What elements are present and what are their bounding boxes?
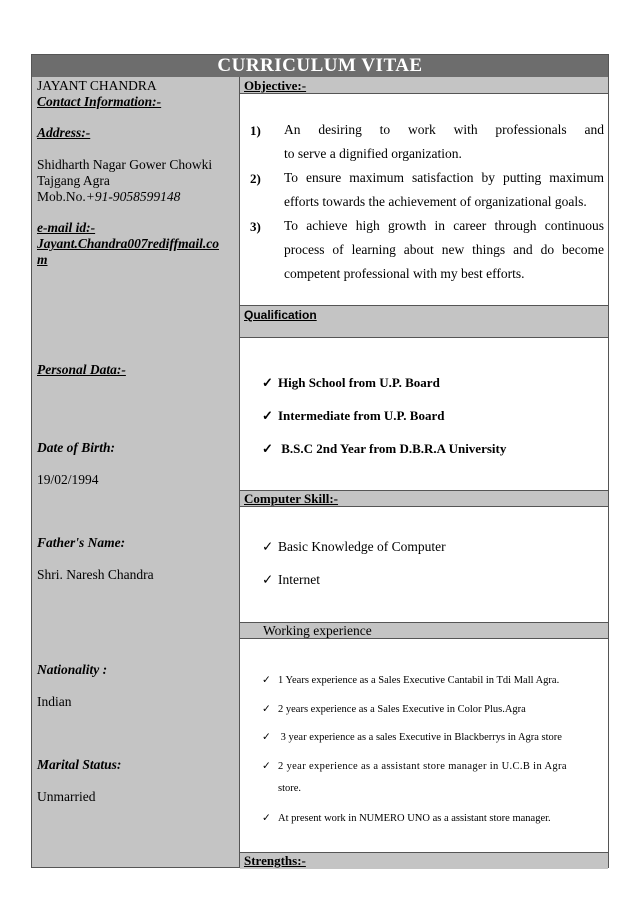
checkmark-icon: ✓: [262, 441, 273, 456]
work-item: ✓ 1 Years experience as a Sales Executive Cantabil in Tdi Mall Agra.: [262, 675, 560, 686]
personal-data-label: Personal Data:-: [37, 362, 126, 377]
work-item-continuation: store.: [278, 783, 302, 794]
dob-label: Date of Birth:: [37, 440, 116, 455]
dob-value: 19/02/1994: [37, 472, 99, 487]
checkmark-icon: ✓: [262, 761, 271, 772]
work-item: ✓ At present work in NUMERO UNO as a assistant store manager.: [262, 813, 551, 824]
checkmark-icon: ✓: [262, 675, 271, 686]
address-line2: Tajgang Agra: [37, 173, 110, 188]
strengths-band: [240, 852, 608, 869]
marital-label: Marital Status:: [37, 757, 122, 772]
nationality-value: Indian: [37, 694, 72, 709]
cv-title: CURRICULUM VITAE: [32, 55, 608, 78]
mobile-number: Mob.No.+91-9058599148: [37, 189, 181, 204]
objective-item: An desiring to work with professionals and to serve a dignified organization.: [284, 122, 604, 161]
left-column: [32, 77, 240, 867]
email-line2: m: [37, 252, 48, 267]
checkmark-icon: ✓: [262, 375, 273, 390]
checkmark-icon: ✓: [262, 732, 271, 743]
address-line1: Shidharth Nagar Gower Chowki: [37, 157, 213, 172]
contact-label: Contact Information:-: [37, 94, 162, 109]
qualification-item: ✓ Intermediate from U.P. Board: [262, 408, 445, 423]
objective-band: [240, 77, 608, 94]
nationality-label: Nationality :: [37, 662, 108, 677]
address-label: Address:-: [37, 125, 91, 140]
qualification-item: ✓ High School from U.P. Board: [262, 375, 440, 390]
email-line1: Jayant.Chandra007rediffmail.co: [37, 236, 220, 251]
checkmark-icon: ✓: [262, 572, 274, 587]
work-item: ✓ 2 years experience as a Sales Executive in Color Plus.Agra: [262, 704, 526, 715]
objective-label: Objective:-: [244, 78, 307, 93]
email-label: e-mail id:-: [37, 220, 96, 235]
work-item: ✓ 3 year experience as a sales Executive in Blackberrys in Agra store: [262, 732, 562, 743]
computer-skill-band: [240, 490, 608, 507]
strengths-label: Strengths:-: [244, 853, 306, 868]
qualification-label: Qualification: [244, 308, 317, 322]
work-experience-label: Working experience: [263, 623, 372, 638]
work-item: ✓ 2 year experience as a assistant store manager in U.C.B in Agra: [262, 761, 567, 772]
objective-item: To achieve high growth in career through continuous process of learning about new things and do become competent professional with my best efforts.: [284, 218, 604, 281]
qualification-item: ✓ B.S.C 2nd Year from D.B.R.A University: [262, 441, 507, 456]
checkmark-icon: ✓: [262, 408, 273, 423]
qualification-band: [240, 305, 608, 338]
computer-skill-item: ✓ Basic Knowledge of Computer: [262, 539, 446, 554]
objective-item: To ensure maximum satisfaction by putting maximum efforts towards the achievement of organizational goals.: [284, 170, 604, 209]
candidate-name: JAYANT CHANDRA: [37, 78, 157, 93]
objective-number: 1): [250, 123, 261, 138]
father-value: Shri. Naresh Chandra: [37, 567, 154, 582]
checkmark-icon: ✓: [262, 539, 274, 554]
objective-number: 3): [250, 219, 261, 234]
marital-value: Unmarried: [37, 789, 96, 804]
checkmark-icon: ✓: [262, 813, 271, 824]
computer-skill-label: Computer Skill:-: [244, 491, 339, 506]
work-experience-band: [240, 622, 608, 639]
computer-skill-item: ✓ Internet: [262, 572, 320, 587]
right-column: [240, 77, 608, 867]
checkmark-icon: ✓: [262, 704, 271, 715]
father-label: Father's Name:: [37, 535, 126, 550]
cv-page: [31, 54, 609, 868]
objective-number: 2): [250, 171, 261, 186]
